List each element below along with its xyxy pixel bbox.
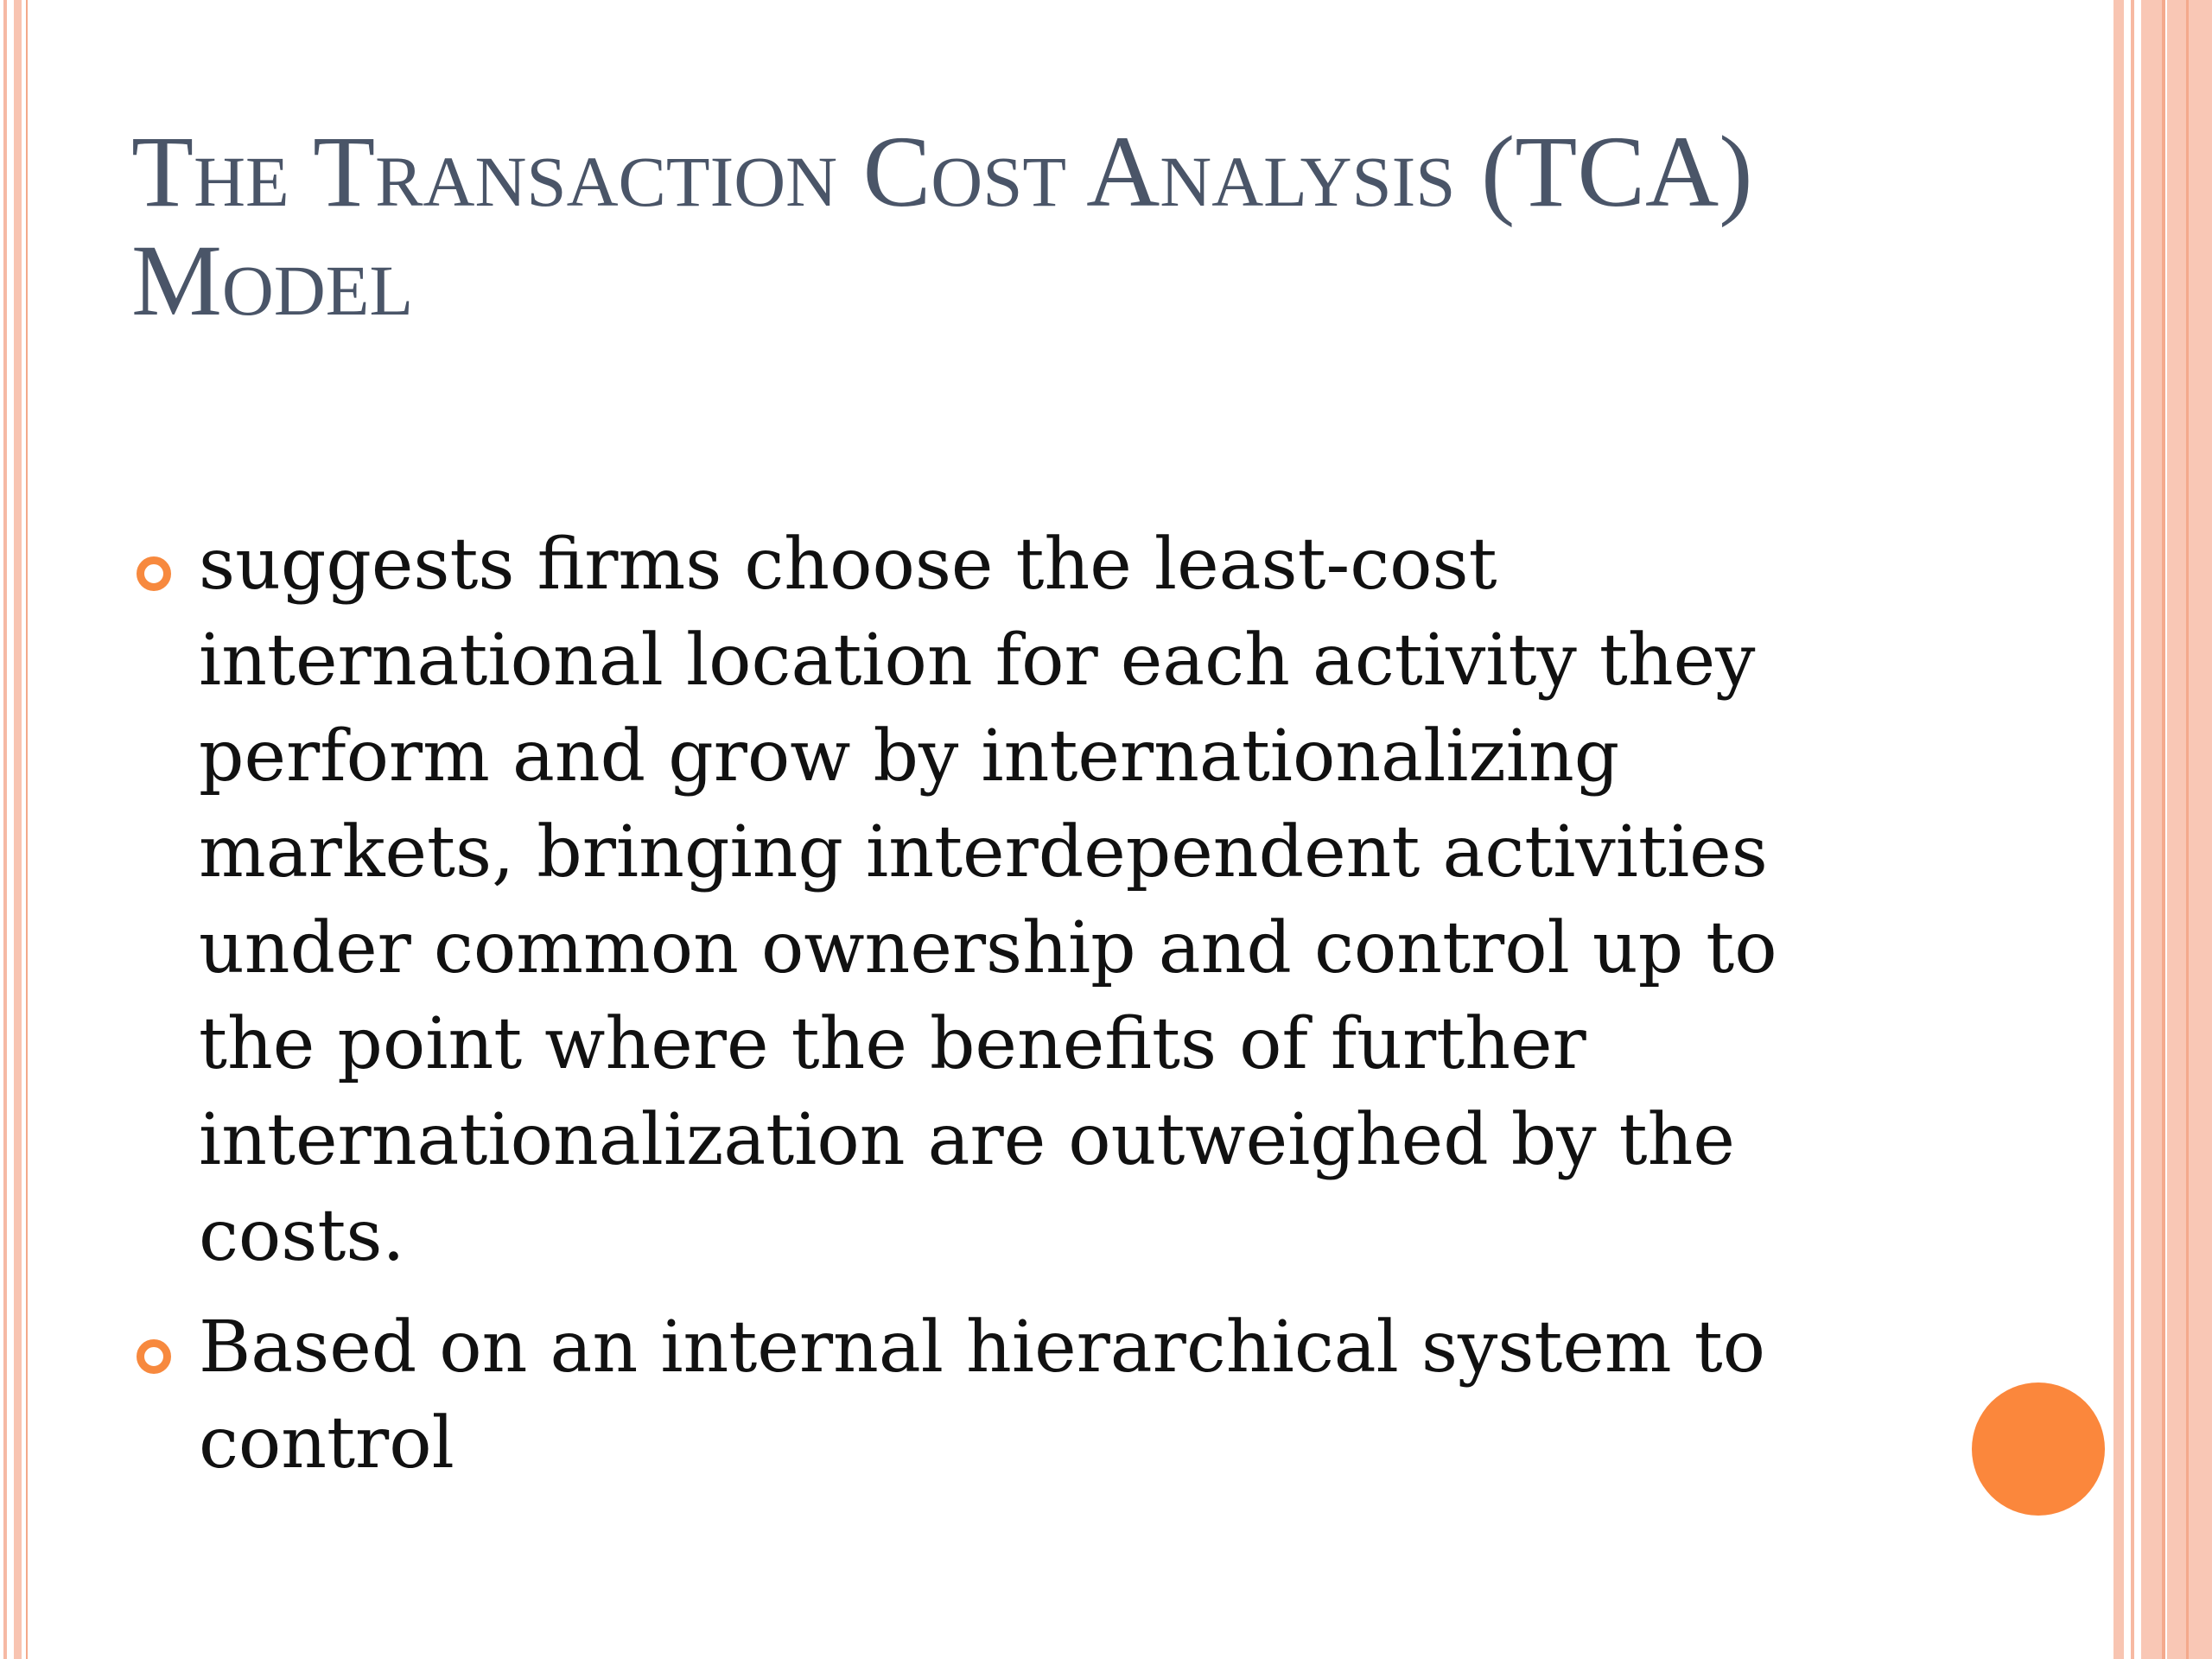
bullet-text: suggests firms choose the least-cost international location for each activity they perform and grow by internationalizing markets, bringing interdependent activities under common ownership and control up to the point where the benefits of further internationalization are outweighed by the costs. (199, 524, 1777, 1277)
right-border-stripe (2167, 0, 2212, 1659)
right-border-stripe (2141, 0, 2162, 1659)
slide-title: The Transaction Cost Analysis (TCA) Model (131, 115, 1753, 337)
bullet-text: Based on an internal hierarchical system to control (199, 1306, 1766, 1484)
bullet-item (131, 1300, 1859, 1491)
bullet-list (131, 517, 1859, 1507)
left-border-line (14, 0, 22, 1659)
orange-circle-icon (1972, 1382, 2105, 1516)
right-border-stripe (2186, 0, 2189, 1659)
left-border-line (3, 0, 7, 1659)
hollow-circle-bullet-icon (137, 556, 171, 591)
right-border-stripe (2162, 0, 2165, 1659)
left-border-line (26, 0, 28, 1659)
hollow-circle-bullet-icon (137, 1339, 171, 1374)
right-border-stripe (2131, 0, 2134, 1659)
right-border-stripe (2113, 0, 2124, 1659)
bullet-item (131, 517, 1859, 1284)
